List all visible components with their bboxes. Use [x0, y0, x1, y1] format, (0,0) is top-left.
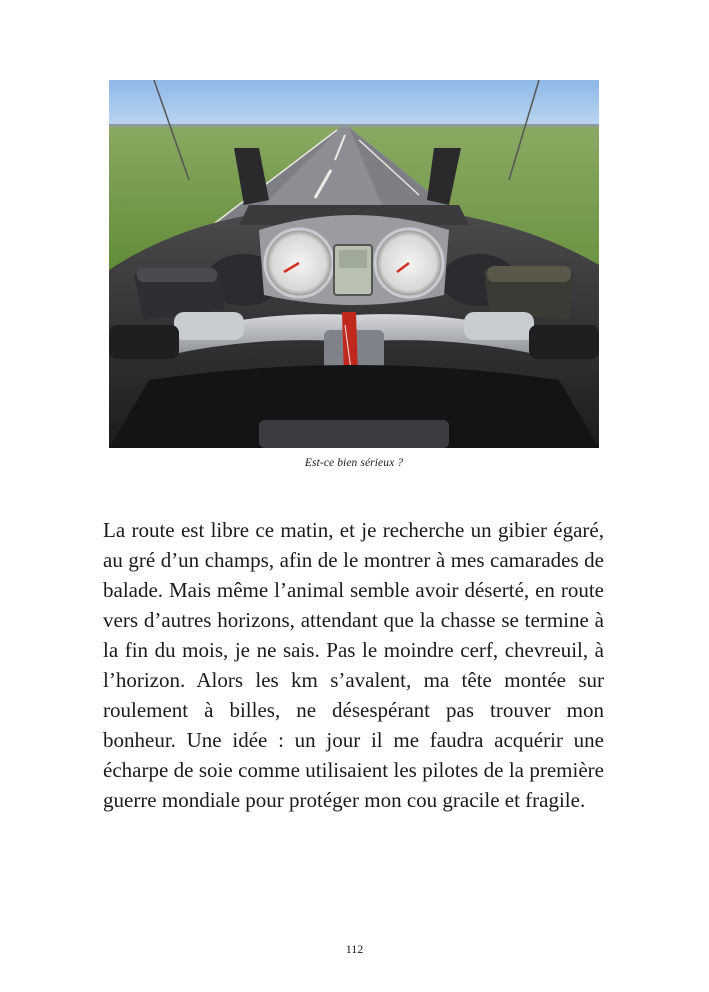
page-number: 112: [345, 942, 364, 956]
body-paragraph: La route est libre ce matin, et je recherche un gibier égaré, au gré d’un champs, afin de le montrer à mes camarades de balade. Mais même l’animal semble avoir déserté, en route vers d’autres horizons, attendant que la chasse se termine à la fin du mois, je ne sais. Pas le moindre cerf, chevreuil, à l’horizon. Alors les km s’avalent, ma tête montée sur roulement à billes, ne désespérant pas trouver mon bonheur. Une idée : un jour il me faudra acquérir une écharpe de soie comme utilisaient les pilotes de la première guerre mondiale pour protéger mon cou gracile et fragile.: [103, 518, 604, 812]
photo-caption: Est-ce bien sérieux ?: [304, 457, 404, 469]
motorcycle-cockpit-photo: [109, 80, 599, 448]
